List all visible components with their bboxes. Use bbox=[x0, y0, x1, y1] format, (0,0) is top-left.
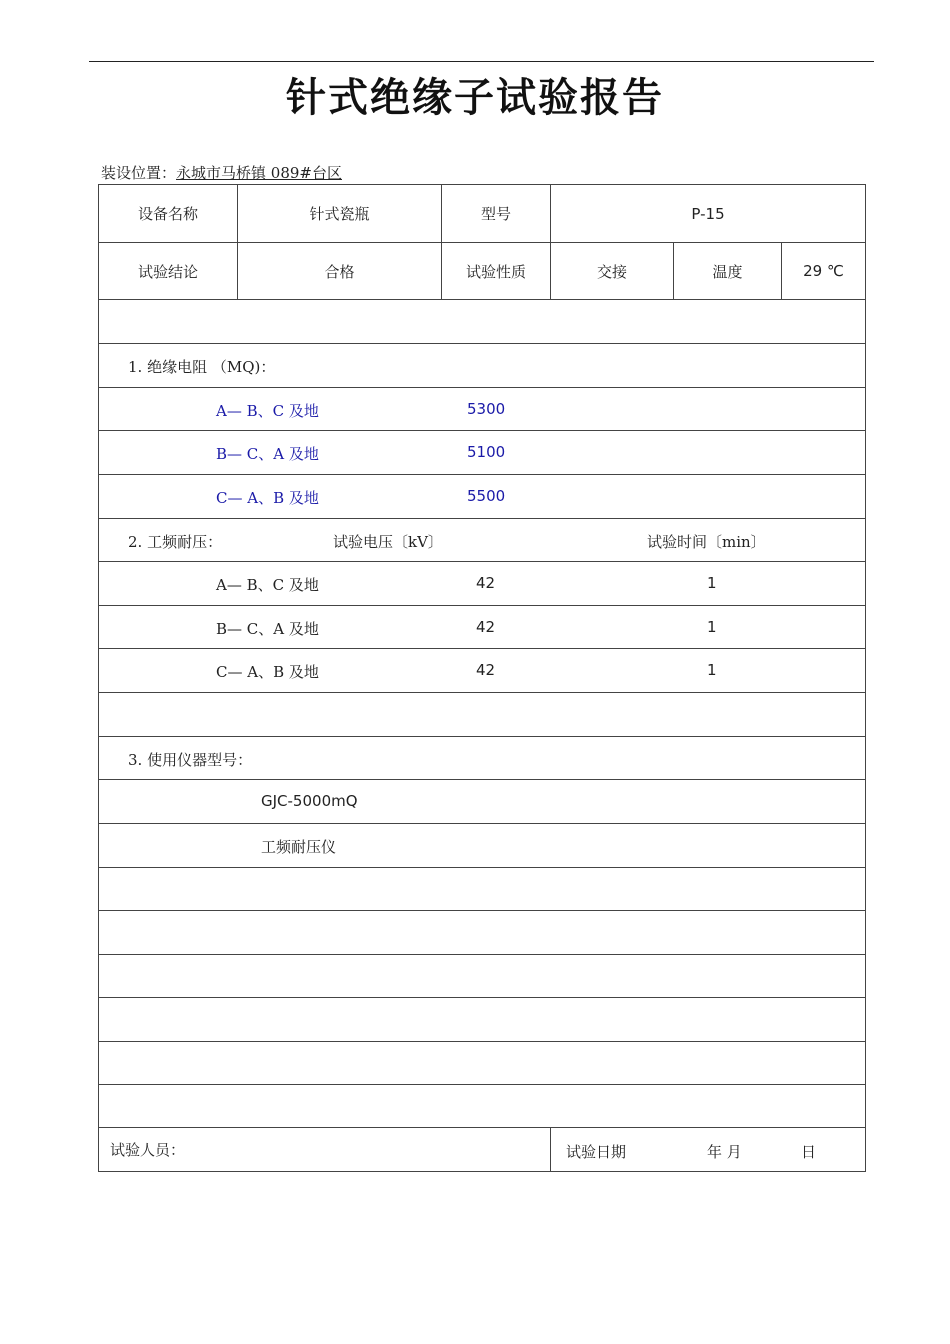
voltage-header: 试验电压〔kV〕 bbox=[333, 533, 443, 551]
personnel-label: 试验人员： bbox=[110, 1141, 186, 1159]
time-header: 试验时间〔min〕 bbox=[647, 533, 766, 551]
insulation-heading: 1. 绝缘电阻 （MQ)： bbox=[128, 358, 276, 376]
page-title: 针式绝缘子试验报告 bbox=[286, 74, 664, 121]
device-name-value: 针式瓷瓶 bbox=[238, 185, 442, 242]
withstand-time: 1 bbox=[707, 661, 717, 679]
blank-row bbox=[99, 998, 865, 1042]
instruments-heading-row bbox=[99, 737, 865, 780]
blank-row bbox=[99, 955, 865, 998]
withstand-phase: A— B、C 及地 bbox=[216, 576, 319, 594]
withstand-time: 1 bbox=[707, 618, 717, 636]
instrument-row bbox=[99, 824, 865, 868]
date-day: 日 bbox=[801, 1143, 817, 1161]
insulation-row bbox=[99, 388, 865, 431]
conclusion-label: 试验结论 bbox=[99, 243, 238, 299]
instrument-row bbox=[99, 780, 865, 824]
insulation-phase: C— A、B 及地 bbox=[216, 489, 319, 507]
blank-row bbox=[99, 693, 865, 737]
temperature-value: 29 ℃ bbox=[803, 262, 844, 280]
withstand-phase: B— C、A 及地 bbox=[216, 620, 319, 638]
withstand-row bbox=[99, 562, 865, 606]
personnel-cell bbox=[99, 1128, 551, 1171]
date-label: 试验日期 bbox=[566, 1143, 627, 1161]
blank-row bbox=[99, 868, 865, 911]
insulation-value: 5300 bbox=[467, 400, 506, 418]
insulation-phase: A— B、C 及地 bbox=[216, 402, 319, 420]
instrument-item: 工频耐压仪 bbox=[261, 838, 337, 856]
nature-value: 交接 bbox=[551, 243, 674, 299]
conclusion-value: 合格 bbox=[238, 243, 442, 299]
row-device bbox=[99, 185, 865, 243]
model-label: 型号 bbox=[442, 185, 551, 242]
withstand-heading: 2. 工频耐压： bbox=[128, 533, 223, 551]
withstand-row bbox=[99, 649, 865, 693]
insulation-value: 5100 bbox=[467, 443, 506, 461]
withstand-heading-row bbox=[99, 519, 865, 562]
insulation-heading-row bbox=[99, 344, 865, 388]
location-value: 永城市马桥镇 089#台区 bbox=[176, 164, 342, 182]
insulation-row bbox=[99, 475, 865, 519]
blank-row bbox=[99, 1042, 865, 1085]
device-name-label: 设备名称 bbox=[99, 185, 238, 242]
insulation-phase: B— C、A 及地 bbox=[216, 445, 319, 463]
blank-row bbox=[99, 300, 865, 344]
nature-label: 试验性质 bbox=[442, 243, 551, 299]
date-year-month: 年 月 bbox=[707, 1143, 742, 1161]
withstand-voltage: 42 bbox=[476, 618, 496, 636]
row-conclusion bbox=[99, 243, 865, 300]
location-line bbox=[101, 162, 342, 183]
top-rule bbox=[89, 61, 874, 62]
withstand-row bbox=[99, 606, 865, 649]
insulation-row bbox=[99, 431, 865, 475]
insulation-value: 5500 bbox=[467, 487, 506, 505]
instruments-heading: 3. 使用仪器型号： bbox=[128, 751, 253, 769]
withstand-voltage: 42 bbox=[476, 574, 496, 592]
withstand-voltage: 42 bbox=[476, 661, 496, 679]
withstand-phase: C— A、B 及地 bbox=[216, 663, 319, 681]
temperature-label: 温度 bbox=[674, 243, 782, 299]
model-value: P-15 bbox=[691, 204, 725, 223]
blank-row bbox=[99, 911, 865, 955]
footer-row bbox=[99, 1128, 865, 1171]
withstand-time: 1 bbox=[707, 574, 717, 592]
report-table bbox=[98, 184, 866, 1172]
instrument-item: GJC-5000mQ bbox=[261, 792, 358, 810]
blank-row bbox=[99, 1085, 865, 1128]
location-label: 装设位置： bbox=[101, 164, 177, 182]
